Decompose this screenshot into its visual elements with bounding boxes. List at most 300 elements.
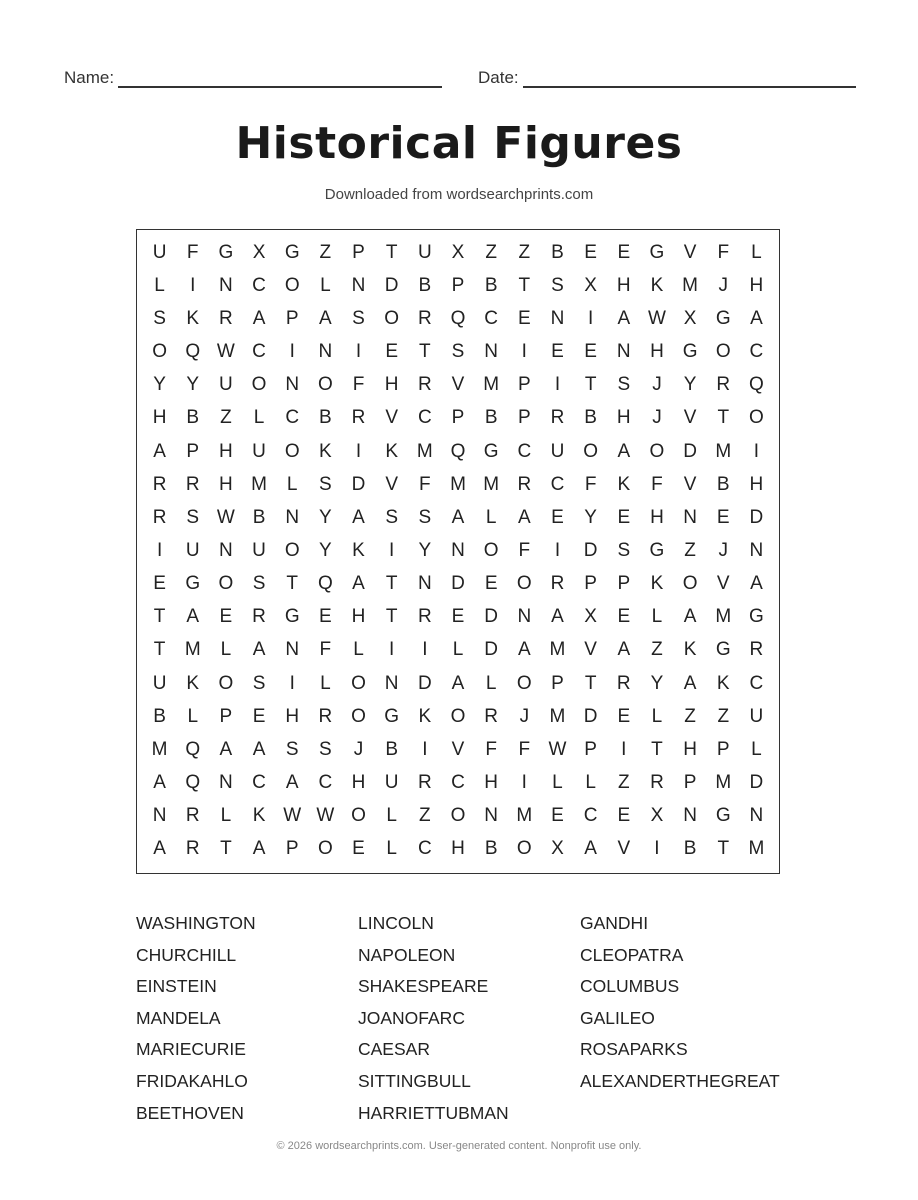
- grid-letter[interactable]: E: [716, 506, 730, 528]
- grid-letter[interactable]: T: [518, 274, 531, 296]
- grid-letter[interactable]: O: [351, 705, 366, 727]
- grid-letter[interactable]: V: [617, 838, 631, 860]
- grid-letter[interactable]: Q: [185, 341, 201, 363]
- grid-letter[interactable]: B: [484, 838, 498, 860]
- grid-letter[interactable]: A: [517, 506, 531, 528]
- name-underline[interactable]: [118, 72, 442, 88]
- grid-letter[interactable]: F: [518, 539, 531, 561]
- grid-letter[interactable]: Q: [185, 772, 201, 794]
- grid-letter[interactable]: N: [749, 805, 764, 827]
- grid-letter[interactable]: K: [385, 440, 399, 462]
- grid-letter[interactable]: E: [451, 606, 465, 628]
- grid-letter[interactable]: R: [351, 407, 366, 429]
- grid-letter[interactable]: C: [451, 772, 465, 794]
- grid-letter[interactable]: O: [682, 573, 698, 595]
- grid-letter[interactable]: F: [186, 241, 199, 263]
- grid-letter[interactable]: N: [683, 805, 697, 827]
- grid-letter[interactable]: Z: [220, 407, 232, 429]
- grid-letter[interactable]: G: [483, 440, 499, 462]
- grid-letter[interactable]: U: [417, 241, 432, 263]
- grid-letter[interactable]: A: [352, 506, 365, 528]
- grid-letter[interactable]: L: [386, 805, 397, 827]
- grid-letter[interactable]: L: [187, 705, 199, 727]
- grid-letter[interactable]: M: [549, 639, 566, 661]
- grid-letter[interactable]: U: [749, 705, 764, 727]
- grid-letter[interactable]: D: [683, 440, 697, 462]
- grid-letter[interactable]: T: [419, 341, 431, 363]
- grid-letter[interactable]: L: [353, 639, 364, 661]
- grid-letter[interactable]: O: [317, 838, 333, 860]
- grid-letter[interactable]: Z: [419, 805, 431, 827]
- grid-letter[interactable]: T: [717, 838, 730, 860]
- grid-letter[interactable]: W: [283, 805, 302, 827]
- grid-letter[interactable]: M: [151, 738, 168, 760]
- grid-letter[interactable]: E: [484, 573, 498, 595]
- grid-letter[interactable]: R: [484, 705, 499, 727]
- grid-letter[interactable]: R: [185, 805, 200, 827]
- grid-letter[interactable]: V: [451, 738, 465, 760]
- grid-letter[interactable]: N: [219, 772, 233, 794]
- grid-letter[interactable]: W: [647, 307, 666, 329]
- grid-letter[interactable]: O: [152, 341, 167, 363]
- grid-letter[interactable]: L: [651, 606, 663, 628]
- grid-letter[interactable]: Q: [185, 738, 201, 760]
- grid-letter[interactable]: H: [683, 738, 697, 760]
- grid-letter[interactable]: I: [389, 539, 395, 561]
- grid-letter[interactable]: P: [285, 307, 299, 329]
- grid-letter[interactable]: O: [317, 374, 333, 396]
- grid-letter[interactable]: L: [220, 639, 232, 661]
- grid-letter[interactable]: R: [517, 473, 532, 495]
- grid-letter[interactable]: A: [252, 838, 266, 860]
- grid-letter[interactable]: A: [451, 506, 465, 528]
- grid-letter[interactable]: A: [683, 606, 697, 628]
- grid-letter[interactable]: A: [750, 307, 763, 329]
- grid-letter[interactable]: U: [152, 241, 167, 263]
- grid-letter[interactable]: M: [715, 772, 732, 794]
- grid-letter[interactable]: A: [153, 838, 166, 860]
- grid-letter[interactable]: E: [551, 341, 564, 363]
- grid-letter[interactable]: V: [683, 241, 697, 263]
- grid-letter[interactable]: L: [320, 274, 331, 296]
- grid-letter[interactable]: G: [715, 639, 731, 661]
- grid-letter[interactable]: O: [516, 573, 532, 595]
- grid-letter[interactable]: N: [749, 539, 764, 561]
- grid-letter[interactable]: R: [749, 639, 764, 661]
- grid-letter[interactable]: Y: [186, 374, 200, 396]
- grid-letter[interactable]: G: [384, 705, 400, 727]
- grid-letter[interactable]: R: [650, 772, 664, 794]
- grid-letter[interactable]: W: [316, 805, 335, 827]
- grid-letter[interactable]: Z: [617, 772, 630, 794]
- grid-letter[interactable]: M: [184, 639, 201, 661]
- grid-letter[interactable]: P: [285, 838, 299, 860]
- grid-letter[interactable]: E: [551, 805, 564, 827]
- grid-letter[interactable]: B: [418, 274, 432, 296]
- grid-letter[interactable]: K: [352, 539, 365, 561]
- grid-letter[interactable]: G: [649, 241, 665, 263]
- grid-letter[interactable]: K: [418, 705, 432, 727]
- grid-letter[interactable]: P: [517, 407, 531, 429]
- grid-letter[interactable]: O: [715, 341, 731, 363]
- grid-letter[interactable]: Y: [319, 506, 332, 528]
- grid-letter[interactable]: Z: [485, 241, 497, 263]
- grid-letter[interactable]: B: [186, 407, 200, 429]
- grid-letter[interactable]: P: [716, 738, 730, 760]
- grid-letter[interactable]: X: [650, 805, 664, 827]
- grid-letter[interactable]: E: [584, 341, 597, 363]
- grid-letter[interactable]: Y: [683, 374, 697, 396]
- grid-letter[interactable]: I: [422, 738, 428, 760]
- grid-letter[interactable]: J: [519, 705, 530, 727]
- grid-letter[interactable]: Q: [450, 307, 466, 329]
- grid-letter[interactable]: R: [252, 606, 266, 628]
- grid-letter[interactable]: S: [451, 341, 465, 363]
- grid-letter[interactable]: M: [450, 473, 466, 495]
- grid-letter[interactable]: K: [650, 573, 664, 595]
- grid-letter[interactable]: S: [153, 307, 166, 329]
- grid-letter[interactable]: X: [551, 838, 564, 860]
- grid-letter[interactable]: O: [218, 573, 234, 595]
- grid-letter[interactable]: C: [318, 772, 333, 794]
- grid-letter[interactable]: E: [153, 573, 166, 595]
- grid-letter[interactable]: G: [682, 341, 698, 363]
- grid-letter[interactable]: K: [650, 274, 664, 296]
- grid-letter[interactable]: T: [385, 606, 398, 628]
- grid-letter[interactable]: L: [552, 772, 563, 794]
- grid-letter[interactable]: P: [683, 772, 697, 794]
- grid-letter[interactable]: M: [549, 705, 566, 727]
- grid-letter[interactable]: C: [417, 407, 432, 429]
- grid-letter[interactable]: H: [749, 274, 764, 296]
- grid-letter[interactable]: C: [417, 838, 432, 860]
- grid-letter[interactable]: S: [617, 374, 631, 396]
- grid-letter[interactable]: F: [584, 473, 597, 495]
- grid-letter[interactable]: N: [484, 805, 499, 827]
- grid-letter[interactable]: Z: [651, 639, 663, 661]
- grid-letter[interactable]: O: [251, 374, 267, 396]
- grid-letter[interactable]: G: [715, 805, 731, 827]
- grid-letter[interactable]: O: [583, 440, 599, 462]
- grid-letter[interactable]: L: [751, 241, 762, 263]
- grid-letter[interactable]: C: [252, 772, 266, 794]
- grid-letter[interactable]: D: [451, 573, 465, 595]
- grid-letter[interactable]: E: [617, 705, 631, 727]
- grid-letter[interactable]: H: [351, 606, 366, 628]
- grid-letter[interactable]: N: [451, 539, 465, 561]
- grid-letter[interactable]: L: [751, 738, 762, 760]
- grid-letter[interactable]: V: [683, 407, 697, 429]
- grid-letter[interactable]: R: [219, 307, 233, 329]
- grid-letter[interactable]: N: [318, 341, 333, 363]
- grid-letter[interactable]: A: [319, 307, 332, 329]
- grid-letter[interactable]: X: [584, 274, 597, 296]
- grid-letter[interactable]: K: [186, 307, 200, 329]
- grid-letter[interactable]: A: [285, 772, 299, 794]
- grid-letter[interactable]: U: [550, 440, 565, 462]
- grid-letter[interactable]: N: [351, 274, 366, 296]
- grid-letter[interactable]: D: [749, 772, 764, 794]
- grid-letter[interactable]: D: [583, 539, 598, 561]
- grid-letter[interactable]: K: [319, 440, 332, 462]
- grid-letter[interactable]: U: [384, 772, 399, 794]
- grid-letter[interactable]: Q: [749, 374, 764, 396]
- grid-letter[interactable]: O: [351, 672, 366, 694]
- grid-letter[interactable]: X: [683, 307, 697, 329]
- grid-letter[interactable]: S: [551, 274, 564, 296]
- grid-letter[interactable]: V: [451, 374, 465, 396]
- grid-letter[interactable]: W: [216, 506, 235, 528]
- grid-letter[interactable]: S: [385, 506, 399, 528]
- grid-letter[interactable]: P: [352, 241, 365, 263]
- grid-letter[interactable]: T: [385, 573, 398, 595]
- grid-letter[interactable]: F: [485, 738, 497, 760]
- grid-letter[interactable]: O: [450, 705, 466, 727]
- grid-letter[interactable]: B: [484, 274, 498, 296]
- grid-letter[interactable]: D: [484, 639, 499, 661]
- grid-letter[interactable]: U: [252, 440, 266, 462]
- grid-letter[interactable]: A: [186, 606, 200, 628]
- grid-letter[interactable]: R: [185, 473, 200, 495]
- grid-letter[interactable]: N: [550, 307, 565, 329]
- grid-letter[interactable]: A: [252, 738, 266, 760]
- grid-letter[interactable]: I: [554, 374, 561, 396]
- grid-letter[interactable]: H: [219, 440, 233, 462]
- grid-letter[interactable]: D: [417, 672, 432, 694]
- grid-letter[interactable]: U: [252, 539, 266, 561]
- grid-letter[interactable]: K: [716, 672, 730, 694]
- grid-letter[interactable]: A: [617, 307, 631, 329]
- grid-letter[interactable]: L: [320, 672, 331, 694]
- grid-letter[interactable]: Z: [717, 705, 730, 727]
- grid-letter[interactable]: J: [652, 407, 662, 429]
- grid-letter[interactable]: P: [219, 705, 233, 727]
- grid-letter[interactable]: F: [518, 738, 531, 760]
- grid-letter[interactable]: N: [616, 341, 631, 363]
- grid-letter[interactable]: R: [417, 307, 432, 329]
- grid-letter[interactable]: T: [153, 639, 166, 661]
- grid-letter[interactable]: O: [516, 672, 532, 694]
- grid-letter[interactable]: N: [384, 672, 399, 694]
- grid-letter[interactable]: P: [551, 672, 564, 694]
- grid-letter[interactable]: B: [683, 838, 697, 860]
- grid-letter[interactable]: R: [550, 573, 565, 595]
- grid-letter[interactable]: B: [153, 705, 166, 727]
- grid-letter[interactable]: C: [285, 407, 300, 429]
- grid-letter[interactable]: C: [583, 805, 598, 827]
- grid-letter[interactable]: U: [219, 374, 233, 396]
- grid-letter[interactable]: N: [219, 539, 233, 561]
- grid-letter[interactable]: F: [717, 241, 730, 263]
- name-field[interactable]: [64, 68, 442, 88]
- date-underline[interactable]: [523, 72, 856, 88]
- grid-letter[interactable]: T: [651, 738, 663, 760]
- grid-letter[interactable]: L: [651, 705, 663, 727]
- grid-letter[interactable]: R: [417, 374, 432, 396]
- grid-letter[interactable]: C: [517, 440, 532, 462]
- grid-letter[interactable]: R: [616, 672, 631, 694]
- grid-letter[interactable]: T: [584, 672, 597, 694]
- grid-letter[interactable]: L: [286, 473, 298, 495]
- grid-letter[interactable]: E: [385, 341, 399, 363]
- grid-letter[interactable]: E: [352, 838, 365, 860]
- grid-letter[interactable]: A: [153, 772, 166, 794]
- grid-letter[interactable]: K: [186, 672, 200, 694]
- grid-letter[interactable]: I: [355, 341, 362, 363]
- grid-letter[interactable]: N: [417, 573, 432, 595]
- grid-letter[interactable]: E: [617, 606, 631, 628]
- grid-letter[interactable]: R: [152, 473, 167, 495]
- grid-letter[interactable]: I: [289, 672, 295, 694]
- grid-letter[interactable]: E: [517, 307, 531, 329]
- grid-letter[interactable]: S: [285, 738, 299, 760]
- grid-letter[interactable]: M: [251, 473, 267, 495]
- grid-letter[interactable]: D: [384, 274, 399, 296]
- grid-letter[interactable]: M: [483, 374, 500, 396]
- grid-letter[interactable]: N: [219, 274, 233, 296]
- grid-letter[interactable]: A: [517, 639, 531, 661]
- grid-letter[interactable]: O: [649, 440, 665, 462]
- grid-letter[interactable]: A: [551, 606, 564, 628]
- grid-letter[interactable]: M: [748, 838, 765, 860]
- grid-letter[interactable]: B: [584, 407, 597, 429]
- date-field[interactable]: [478, 68, 856, 88]
- grid-letter[interactable]: H: [616, 274, 631, 296]
- grid-letter[interactable]: A: [617, 639, 631, 661]
- grid-letter[interactable]: A: [451, 672, 465, 694]
- grid-letter[interactable]: X: [584, 606, 597, 628]
- grid-letter[interactable]: I: [521, 341, 527, 363]
- grid-letter[interactable]: O: [483, 539, 499, 561]
- grid-letter[interactable]: L: [485, 506, 497, 528]
- grid-letter[interactable]: M: [715, 440, 732, 462]
- grid-letter[interactable]: E: [551, 506, 564, 528]
- grid-letter[interactable]: T: [717, 407, 730, 429]
- grid-letter[interactable]: E: [319, 606, 332, 628]
- grid-letter[interactable]: H: [749, 473, 764, 495]
- grid-letter[interactable]: P: [186, 440, 200, 462]
- grid-letter[interactable]: A: [219, 738, 233, 760]
- grid-letter[interactable]: I: [422, 639, 428, 661]
- grid-letter[interactable]: O: [450, 805, 466, 827]
- grid-letter[interactable]: F: [651, 473, 663, 495]
- grid-letter[interactable]: Y: [418, 539, 432, 561]
- grid-letter[interactable]: V: [716, 573, 730, 595]
- grid-letter[interactable]: I: [190, 274, 196, 296]
- grid-letter[interactable]: B: [484, 407, 498, 429]
- grid-letter[interactable]: B: [252, 506, 266, 528]
- grid-letter[interactable]: E: [617, 241, 631, 263]
- grid-letter[interactable]: E: [617, 506, 631, 528]
- grid-letter[interactable]: S: [319, 738, 332, 760]
- grid-letter[interactable]: A: [352, 573, 365, 595]
- grid-letter[interactable]: I: [587, 307, 594, 329]
- grid-letter[interactable]: I: [355, 440, 362, 462]
- grid-letter[interactable]: C: [550, 473, 565, 495]
- grid-letter[interactable]: H: [616, 407, 631, 429]
- grid-letter[interactable]: J: [718, 539, 728, 561]
- grid-letter[interactable]: D: [749, 506, 764, 528]
- grid-letter[interactable]: Z: [518, 241, 531, 263]
- grid-letter[interactable]: B: [551, 241, 564, 263]
- grid-letter[interactable]: G: [284, 606, 300, 628]
- grid-letter[interactable]: S: [617, 539, 631, 561]
- grid-letter[interactable]: C: [749, 341, 764, 363]
- grid-letter[interactable]: L: [154, 274, 165, 296]
- grid-letter[interactable]: N: [152, 805, 167, 827]
- grid-letter[interactable]: L: [220, 805, 232, 827]
- grid-letter[interactable]: R: [550, 407, 565, 429]
- grid-letter[interactable]: I: [621, 738, 627, 760]
- grid-letter[interactable]: H: [152, 407, 167, 429]
- grid-letter[interactable]: O: [516, 838, 532, 860]
- grid-letter[interactable]: O: [351, 805, 366, 827]
- grid-letter[interactable]: G: [649, 539, 665, 561]
- grid-letter[interactable]: L: [253, 407, 265, 429]
- grid-letter[interactable]: L: [452, 639, 464, 661]
- grid-letter[interactable]: N: [285, 639, 300, 661]
- grid-letter[interactable]: N: [285, 506, 300, 528]
- grid-letter[interactable]: A: [617, 440, 631, 462]
- grid-letter[interactable]: E: [617, 805, 631, 827]
- grid-letter[interactable]: S: [418, 506, 432, 528]
- grid-letter[interactable]: I: [389, 639, 395, 661]
- grid-letter[interactable]: F: [319, 639, 332, 661]
- grid-letter[interactable]: V: [385, 407, 399, 429]
- grid-letter[interactable]: R: [318, 705, 333, 727]
- grid-letter[interactable]: K: [683, 639, 697, 661]
- grid-letter[interactable]: S: [319, 473, 332, 495]
- grid-letter[interactable]: I: [156, 539, 163, 561]
- grid-letter[interactable]: E: [252, 705, 266, 727]
- grid-letter[interactable]: A: [252, 639, 266, 661]
- grid-letter[interactable]: Z: [684, 539, 696, 561]
- grid-letter[interactable]: I: [289, 341, 295, 363]
- grid-letter[interactable]: V: [683, 473, 697, 495]
- grid-letter[interactable]: Q: [450, 440, 466, 462]
- grid-letter[interactable]: C: [252, 341, 266, 363]
- grid-letter[interactable]: D: [351, 473, 366, 495]
- grid-letter[interactable]: Q: [317, 573, 333, 595]
- grid-letter[interactable]: M: [416, 440, 433, 462]
- grid-letter[interactable]: M: [516, 805, 533, 827]
- grid-letter[interactable]: K: [252, 805, 266, 827]
- grid-letter[interactable]: B: [716, 473, 730, 495]
- grid-letter[interactable]: N: [285, 374, 300, 396]
- grid-letter[interactable]: G: [749, 606, 764, 628]
- grid-letter[interactable]: I: [753, 440, 760, 462]
- grid-letter[interactable]: E: [219, 606, 233, 628]
- grid-letter[interactable]: C: [749, 672, 764, 694]
- grid-letter[interactable]: Y: [319, 539, 332, 561]
- grid-letter[interactable]: N: [484, 341, 499, 363]
- grid-letter[interactable]: P: [584, 738, 597, 760]
- grid-letter[interactable]: T: [385, 241, 398, 263]
- grid-letter[interactable]: I: [554, 539, 561, 561]
- grid-letter[interactable]: L: [585, 772, 596, 794]
- grid-letter[interactable]: H: [219, 473, 233, 495]
- grid-letter[interactable]: S: [252, 672, 266, 694]
- grid-letter[interactable]: Z: [319, 241, 332, 263]
- grid-letter[interactable]: O: [284, 440, 300, 462]
- grid-letter[interactable]: A: [252, 307, 266, 329]
- grid-letter[interactable]: K: [617, 473, 631, 495]
- grid-letter[interactable]: C: [484, 307, 499, 329]
- grid-letter[interactable]: L: [485, 672, 497, 694]
- grid-letter[interactable]: D: [583, 705, 598, 727]
- grid-letter[interactable]: Y: [650, 672, 664, 694]
- grid-letter[interactable]: R: [716, 374, 731, 396]
